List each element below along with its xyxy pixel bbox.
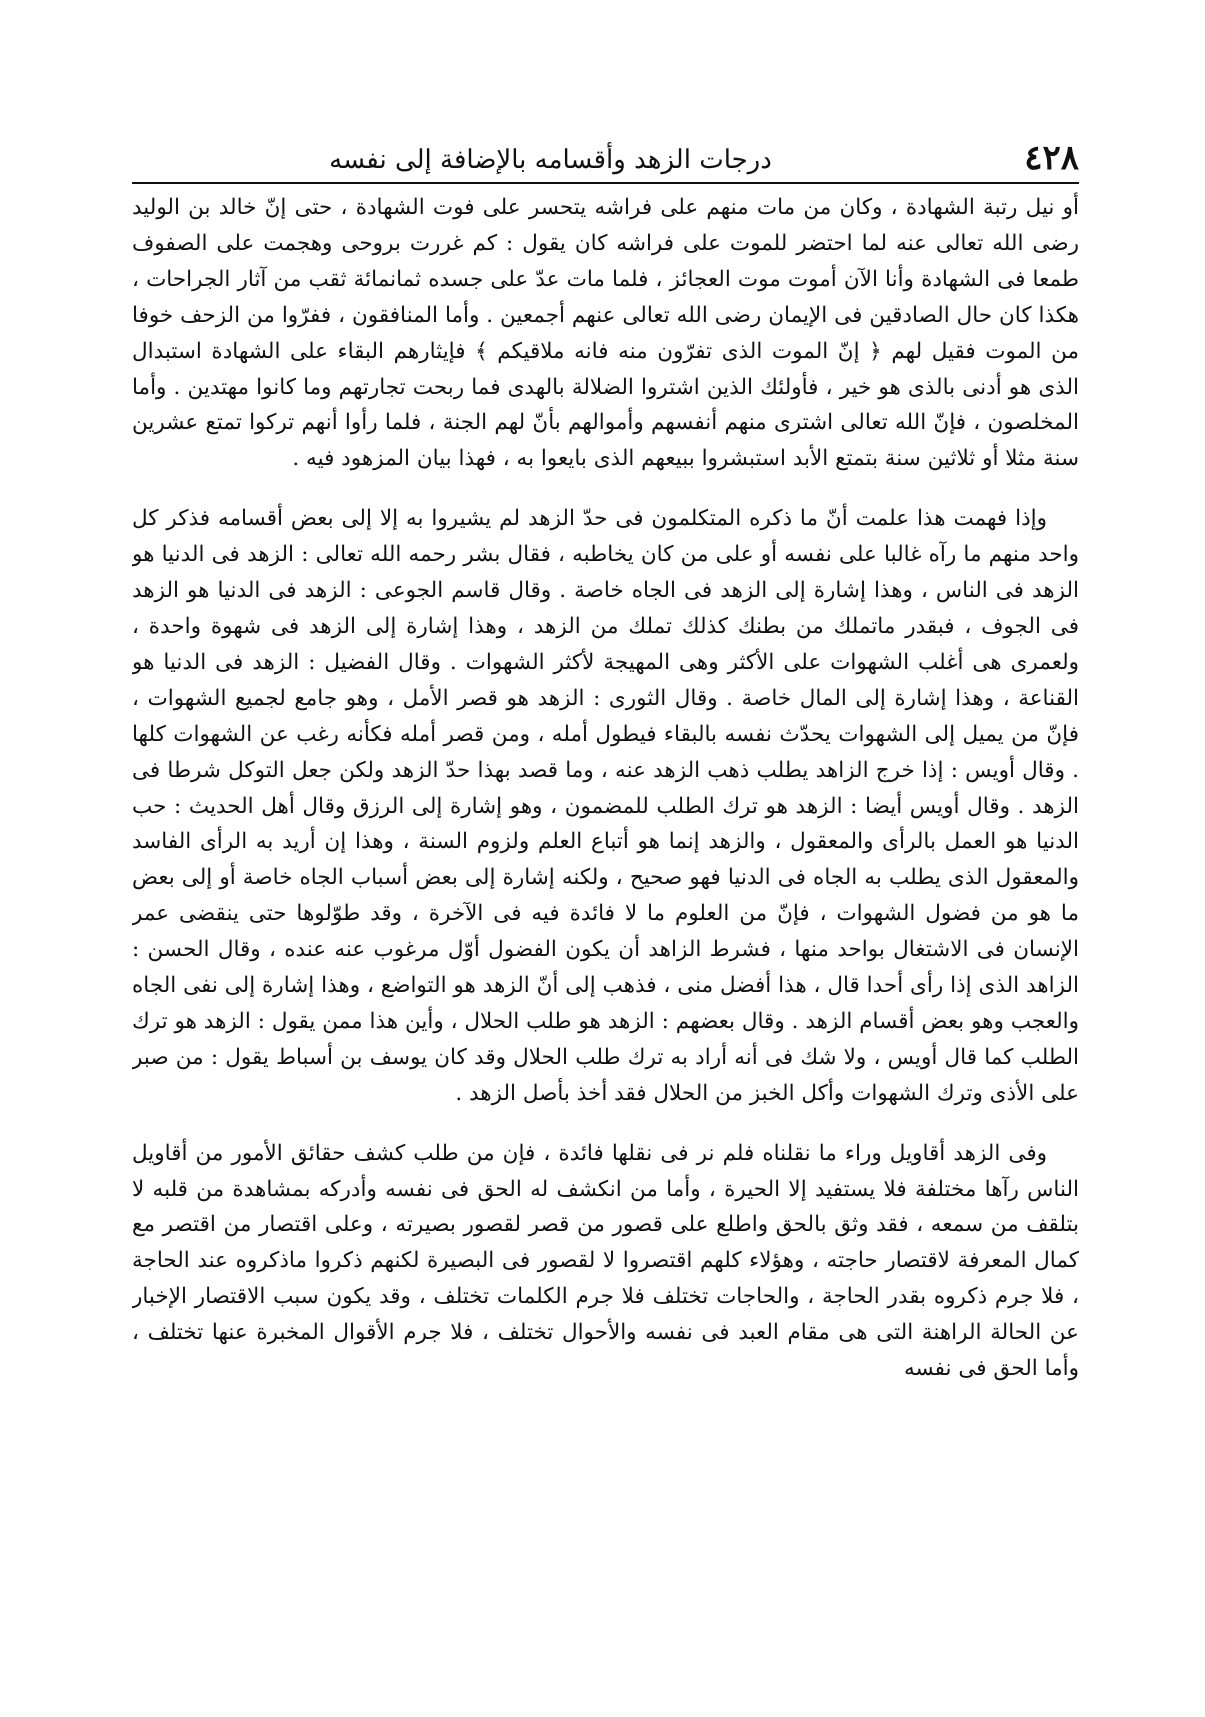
paragraph-gap bbox=[132, 1112, 1079, 1136]
page-header bbox=[132, 138, 1079, 182]
header-rule bbox=[132, 182, 1079, 184]
paragraph-3: وفى الزهد أقاويل وراء ما نقلناه فلم نر فى نقلها فائدة ، فإن من طلب كشف حقائق الأمور من أقاويل الناس رآها مختلفة فلا يستفيد إلا الحيرة ، وأما من انكشف له الحق فى نفسه وأدركه بمشاهدة من قلبه لا بتلقف من سمعه ، فقد وثق بالحق واطلع على قصور من قصر لقصور بصيرته ، وعلى اقتصار من اقتصر مع كمال المعرفة لاقتصار حاجته ، وهؤلاء كلهم اقتصروا لا لقصور فى البصيرة لكنهم ذكروا ماذكروه عند الحاجة ، فلا جرم ذكروه بقدر الحاجة ، والحاجات تختلف فلا جرم الكلمات تختلف ، وقد يكون سبب الاقتصار الإخبار عن الحالة الراهنة التى هى مقام العبد فى نفسه والأحوال تختلف ، فلا جرم الأقوال المخبرة عنها تختلف ، وأما الحق فى نفسه bbox=[132, 1140, 1079, 1382]
paragraph-gap bbox=[132, 477, 1079, 501]
page-number: ٤٢٨ bbox=[1024, 138, 1079, 178]
running-title: درجات الزهد وأقسامه بالإضافة إلى نفسه bbox=[329, 145, 772, 175]
body-text bbox=[132, 190, 1079, 1690]
paragraph-1: أو نيل رتبة الشهادة ، وكان من مات منهم على فراشه يتحسر على فوت الشهادة ، حتى إنّ خالد بن الوليد رضى الله تعالى عنه لما احتضر للموت على فراشه كان يقول : كم غررت بروحى وهجمت على الصفوف طمعا فى الشهادة وأنا الآن أموت موت العجائز ، فلما مات عدّ على جسده ثمانمائة ثقب من آثار الجراحات ، هكذا كان حال الصادقين فى الإيمان رضى الله تعالى عنهم أجمعين . وأما المنافقون ، ففرّوا من الزحف خوفا من الموت فقيل لهم ﴿ إنّ الموت الذى تفرّون منه فانه ملاقيكم ﴾ فإيثارهم البقاء على الشهادة استبدال الذى هو أدنى بالذى هو خير ، فأولئك الذين اشتروا الضلالة بالهدى فما ربحت تجارتهم وما كانوا مهتدين . وأما المخلصون ، فإنّ الله تعالى اشترى منهم أنفسهم وأموالهم بأنّ لهم الجنة ، فلما رأوا أنهم تركوا تمتع عشرين سنة مثلا أو ثلاثين سنة بتمتع الأبد استبشروا ببيعهم الذى بايعوا به ، فهذا بيان المزهود فيه . bbox=[132, 195, 1079, 472]
paragraph-2: وإذا فهمت هذا علمت أنّ ما ذكره المتكلمون فى حدّ الزهد لم يشيروا به إلا إلى بعض أقسامه فذكر كل واحد منهم ما رآه غالبا على نفسه أو على من كان يخاطبه ، فقال بشر رحمه الله تعالى : الزهد فى الدنيا هو الزهد فى الناس ، وهذا إشارة إلى الزهد فى الجاه خاصة . وقال قاسم الجوعى : الزهد فى الدنيا هو الزهد فى الجوف ، فبقدر ماتملك من بطنك كذلك تملك من الزهد ، وهذا إشارة إلى الزهد فى شهوة واحدة ، ولعمرى هى أغلب الشهوات على الأكثر وهى المهيجة لأكثر الشهوات . وقال الفضيل : الزهد فى الدنيا هو القناعة ، وهذا إشارة إلى المال خاصة . وقال الثورى : الزهد هو قصر الأمل ، وهو جامع لجميع الشهوات ، فإنّ من يميل إلى الشهوات يحدّث نفسه بالبقاء فيطول أمله ، ومن قصر أمله فكأنه رغب عن الشهوات كلها . وقال أويس : إذا خرج الزاهد يطلب ذهب الزهد عنه ، وما قصد بهذا حدّ الزهد ولكن جعل التوكل شرطا فى الزهد . وقال أويس أيضا : الزهد هو ترك الطلب للمضمون ، وهو إشارة إلى الرزق وقال أهل الحديث : حب الدنيا هو العمل بالرأى والمعقول ، والزهد إنما هو أتباع العلم ولزوم السنة ، وهذا إن أريد به الرأى الفاسد والمعقول الذى يطلب به الجاه فى الدنيا فهو صحيح ، ولكنه إشارة إلى بعض أسباب الجاه خاصة أو إلى بعض ما هو من فضول الشهوات ، فإنّ من العلوم ما لا فائدة فيه فى الآخرة ، وقد طوّلوها حتى ينقضى عمر الإنسان فى الاشتغال بواحد منها ، فشرط الزاهد أن يكون الفضول أوّل مرغوب عنه عنده ، وقال الحسن : الزاهد الذى إذا رأى أحدا قال ، هذا أفضل منى ، فذهب إلى أنّ الزهد هو التواضع ، وهذا إشارة إلى نفى الجاه والعجب وهو بعض أقسام الزهد . وقال بعضهم : الزهد هو طلب الحلال ، وأين هذا ممن يقول : الزهد هو ترك الطلب كما قال أويس ، ولا شك فى أنه أراد به ترك طلب الحلال وقد كان يوسف بن أسباط يقول : من صبر على الأذى وترك الشهوات وأكل الخبز من الحلال فقد أخذ بأصل الزهد . bbox=[132, 506, 1079, 1106]
